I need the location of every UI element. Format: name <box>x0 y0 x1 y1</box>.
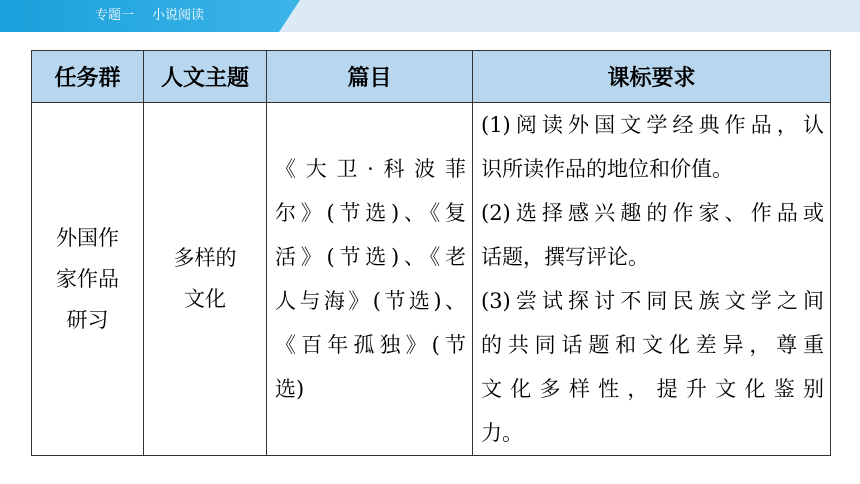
cell-line: 的共同话题和文化差异，尊重 <box>481 333 824 357</box>
top-banner <box>0 0 860 32</box>
col-header-requirements: 课标要求 <box>473 51 831 103</box>
table-header-row <box>32 51 831 103</box>
cell-line: (1)阅读外国文学经典作品，认 <box>481 113 824 137</box>
cell-line: 尔》(节选)、《复 <box>275 201 466 225</box>
cell-line: 外国作 <box>56 225 119 250</box>
cell-line: 话题，撰写评论。 <box>481 245 649 269</box>
col-header-task-group: 任务群 <box>32 51 144 103</box>
cell-line: 文化 <box>184 287 226 311</box>
cell-works <box>267 103 473 456</box>
col-header-theme: 人文主题 <box>144 51 267 103</box>
section-label: 小说阅读 <box>152 8 205 23</box>
cell-line: 力。 <box>481 421 523 445</box>
topic-tab-text <box>95 6 222 26</box>
table-row <box>32 103 831 456</box>
cell-line: 研习 <box>66 307 109 332</box>
cell-line: (2)选择感兴趣的作家、作品或 <box>481 201 824 225</box>
cell-theme <box>144 103 267 456</box>
cell-requirements <box>473 103 831 456</box>
cell-line: 文化多样性，提升文化鉴别 <box>481 377 824 401</box>
cell-line: 多样的 <box>173 246 237 270</box>
cell-task-group <box>32 103 144 456</box>
cell-line: (3)尝试探讨不同民族文学之间 <box>481 289 824 313</box>
cell-line: 家作品 <box>56 266 119 291</box>
col-header-works: 篇目 <box>267 51 473 103</box>
cell-line: 活》(节选)、《老 <box>275 245 466 269</box>
cell-line: 人与海》(节选)、 <box>275 289 466 313</box>
cell-line: 《大卫·科波菲 <box>275 157 466 181</box>
cell-line: 选) <box>275 377 305 401</box>
cell-line: 识所读作品的地位和价值。 <box>481 157 733 181</box>
topic-label: 专题一 <box>95 8 135 23</box>
cell-line: 《百年孤独》(节 <box>275 333 466 357</box>
curriculum-table <box>31 50 831 456</box>
